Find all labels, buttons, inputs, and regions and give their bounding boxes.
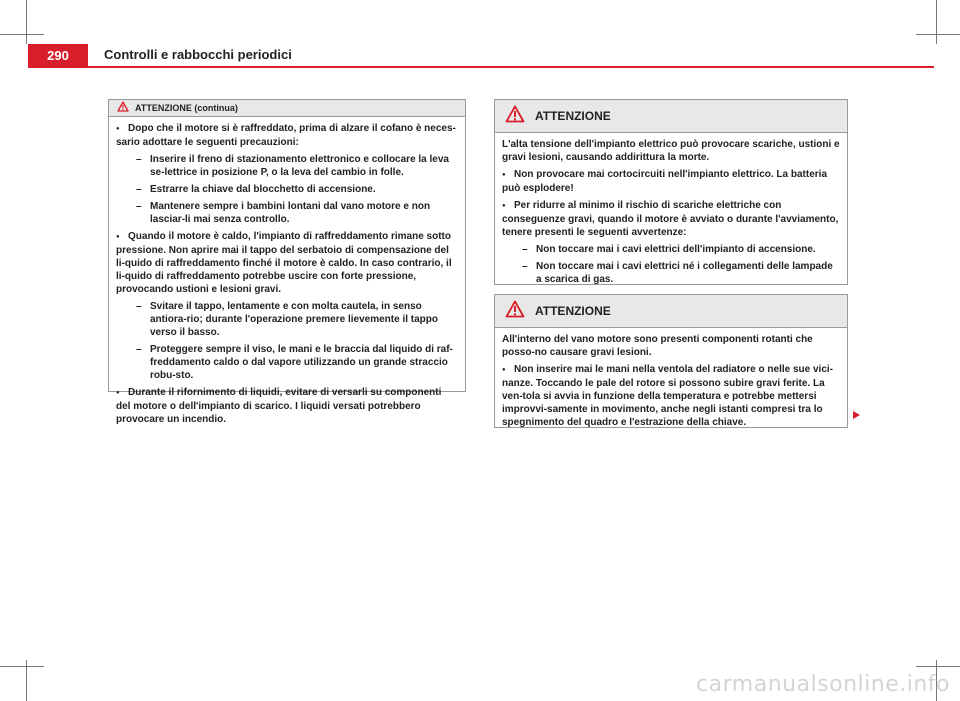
header-divider xyxy=(28,66,934,68)
warning-box-title: ATTENZIONE (continua) xyxy=(135,102,238,113)
bullet-item xyxy=(502,199,840,239)
dash-icon: – xyxy=(136,184,142,195)
item-text: Non provocare mai cortocircuiti nell'impianto elettrico. La batteria può esplodere! xyxy=(502,169,828,194)
warning-box-rotating-parts xyxy=(494,294,848,428)
dash-icon: – xyxy=(522,261,528,272)
dash-icon: – xyxy=(136,301,142,312)
item-text: Estrarre la chiave dal blocchetto di accensione. xyxy=(150,184,376,195)
bullet-icon: ● xyxy=(116,390,120,396)
warning-box-body xyxy=(109,117,465,434)
warning-triangle-icon xyxy=(505,105,525,127)
item-text: Proteggere sempre il viso, le mani e le braccia dal liquido di raf-freddamento caldo o dal vapore utilizzando un grande straccio robu-sto. xyxy=(150,344,453,381)
bullet-item xyxy=(116,122,458,149)
dash-icon: – xyxy=(136,154,142,165)
dash-icon: – xyxy=(522,244,528,255)
warning-intro: All'interno del vano motore sono presenti componenti rotanti che posso-no causare gravi lesioni. xyxy=(502,334,813,358)
sub-item xyxy=(136,200,458,226)
item-text: Per ridurre al minimo il rischio di scariche elettriche con conseguenze gravi, quando il motore è avviato o durante l'avviamento, tenere presenti le seguenti avvertenze: xyxy=(502,200,839,238)
item-text: Quando il motore è caldo, l'impianto di raffreddamento rimane sotto pressione. Non aprire mai il tappo del serbatoio di compensazione del li-quido di raffreddamento finché il motore è caldo. In caso contrario, il li-quido di raffreddamento potrebbe uscire con forte pressione, provocando ustioni e lesioni gravi. xyxy=(116,231,452,295)
sub-item xyxy=(136,343,458,382)
page-number: 290 xyxy=(28,44,88,66)
crop-mark xyxy=(916,666,960,667)
bullet-item xyxy=(116,386,458,426)
continue-arrow-icon xyxy=(852,410,861,423)
item-text: Non toccare mai i cavi elettrici dell'impianto di accensione. xyxy=(536,244,816,255)
warning-intro: L'alta tensione dell'impianto elettrico può provocare scariche, ustioni e gravi lesioni, causando addirittura la morte. xyxy=(502,139,840,163)
item-text: Non toccare mai i cavi elettrici né i collegamenti delle lampade a scarica di gas. xyxy=(536,261,833,285)
bullet-item xyxy=(502,168,840,195)
bullet-icon: ● xyxy=(502,172,506,178)
warning-triangle-icon xyxy=(505,300,525,322)
sub-item xyxy=(136,153,458,179)
warning-box-header xyxy=(495,295,847,328)
sub-item xyxy=(136,183,458,196)
crop-mark xyxy=(26,660,27,701)
item-text: Mantenere sempre i bambini lontani dal vano motore e non lasciar-li mai senza controllo. xyxy=(150,201,431,225)
watermark: carmanualsonline.info xyxy=(696,672,950,697)
crop-mark xyxy=(916,34,960,35)
warning-triangle-icon xyxy=(117,101,129,116)
bullet-icon: ● xyxy=(116,126,120,132)
page-title: Controlli e rabbocchi periodici xyxy=(104,47,292,62)
warning-box-body xyxy=(495,328,847,437)
item-text: Durante il rifornimento di liquidi, evitare di versarli su componenti del motore o dell'impianto di scarico. I liquidi versati potrebbero provocare un incendio. xyxy=(116,387,442,425)
crop-mark xyxy=(26,0,27,44)
item-text: Dopo che il motore si è raffreddato, prima di alzare il cofano è neces-sario adottare le seguenti precauzioni: xyxy=(116,123,456,148)
sub-item xyxy=(522,243,840,256)
item-text: Inserire il freno di stazionamento elettronico e collocare la leva se-lettrice in posizione P, o la leva del cambio in folle. xyxy=(150,154,449,178)
dash-icon: – xyxy=(136,201,142,212)
warning-box-header xyxy=(495,100,847,133)
crop-mark xyxy=(0,666,44,667)
crop-mark xyxy=(936,0,937,44)
item-text: Non inserire mai le mani nella ventola del radiatore o nelle sue vici-nanze. Toccando le pale del rotore si possono subire gravi ferite. La ven-tola si avvia in funzione della temperatura e potrebbe mettersi improvvi-samente in movimento, anche negli istanti compresi tra lo spegnimento del quadro e l'estrazione della chiave. xyxy=(502,364,833,428)
crop-mark xyxy=(0,34,44,35)
bullet-icon: ● xyxy=(502,203,506,209)
warning-box-body xyxy=(495,133,847,294)
bullet-icon: ● xyxy=(502,367,506,373)
warning-box-title: ATTENZIONE xyxy=(535,108,611,123)
warning-box-high-voltage xyxy=(494,99,848,285)
bullet-item xyxy=(116,230,458,296)
bullet-icon: ● xyxy=(116,234,120,240)
dash-icon: – xyxy=(136,344,142,355)
bullet-item xyxy=(502,363,840,429)
warning-box-title: ATTENZIONE xyxy=(535,303,611,318)
sub-item xyxy=(136,300,458,339)
warning-box-continued xyxy=(108,99,466,425)
warning-box-header xyxy=(109,100,465,117)
item-text: Svitare il tappo, lentamente e con molta cautela, in senso antiora-rio; durante l'operazione premere lievemente il tappo verso il basso. xyxy=(150,301,438,338)
sub-item xyxy=(522,260,840,286)
